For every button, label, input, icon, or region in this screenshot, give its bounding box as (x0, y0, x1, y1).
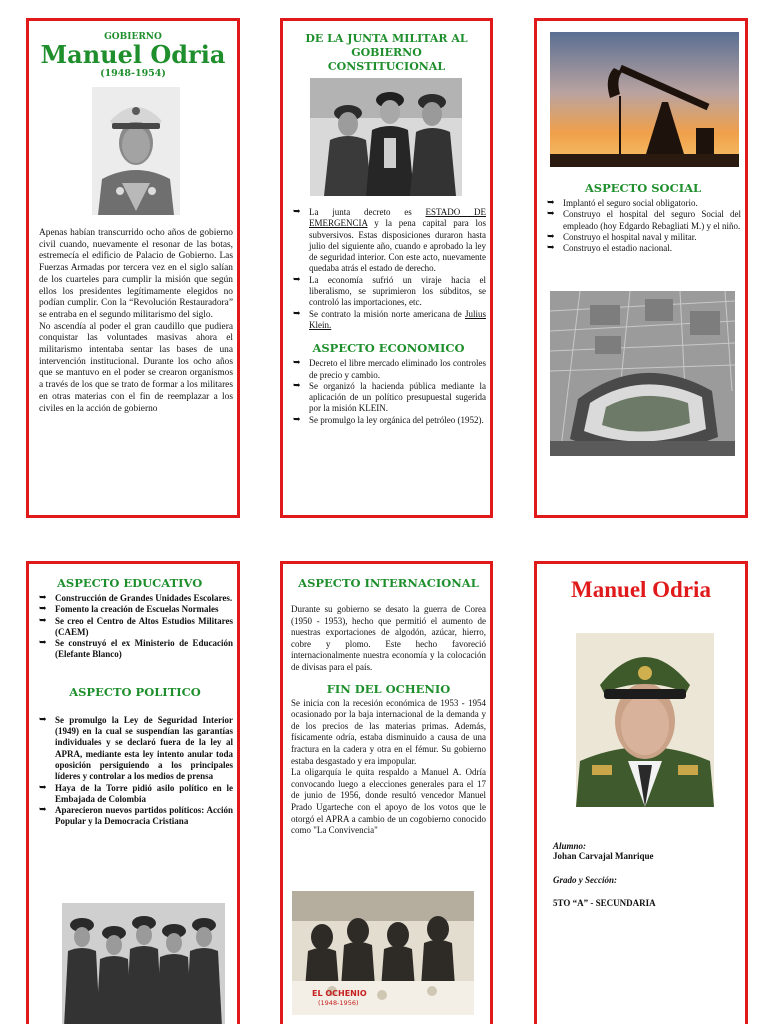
grade-label: Grado y Sección: (553, 875, 617, 885)
grade-value: 5TO “A” - SECUNDARIA (553, 898, 656, 908)
panel-cover (534, 561, 748, 1024)
list-item: ➥ La economía sufrió un viraje hacia el liberalismo, se suprimieron los súbditos, se controló las importaciones, etc. (291, 275, 486, 309)
student-label: Alumno: (553, 841, 587, 851)
panel-social (534, 18, 748, 518)
intro-paragraph-2: No ascendía al poder el gran caudillo que pudiera conquistar las voluntades masivas ahora el militarismo intentaba sentar las bases de una intervención institucional. Durante los ocho años que se mantuvo en el poder se crearon organismos a través de los que se trato de formar a los militares en otras materias con el fin de reemplazar a los civiles en la acción de gobierno (39, 321, 233, 414)
list-item: ➥ Decreto el libre mercado eliminado los controles de precio y cambio. (291, 358, 486, 381)
junta-military-photo (310, 78, 462, 196)
list-item: ➥ Haya de la Torre pidió asilo político en le Embajada de Colombia (37, 783, 233, 806)
panel-junta (280, 18, 493, 518)
odria-cover-portrait-photo (576, 633, 714, 807)
junta-list (291, 207, 486, 331)
list-item: ➥ Se creo el Centro de Altos Estudios Militares (CAEM) (37, 616, 233, 639)
odria-portrait-photo (92, 87, 180, 215)
photo-caption: EL OCHENIO (312, 989, 367, 998)
international-heading: ASPECTO INTERNACIONAL (298, 576, 479, 590)
list-item: ➥ Se organizó la hacienda pública mediante la aplicación de un político presupuestal sugerida por la misión KLEIN. (291, 381, 486, 415)
ochenio-paragraph-1: Se inicia con la recesión económica de 1953 - 1954 ocasionado por la baja internacional de la demanda y de los precios de las materias primas. Además, físicamente odría, estaba disminuido a causa de una fractura en la cadera y otra en el fémur. Su gobierno estaba desgastado y era impopular. (291, 697, 486, 766)
student-name: Johan Carvajal Manrique (553, 851, 654, 861)
list-item: ➥ Se construyó el ex Ministerio de Educación (Elefante Blanco) (37, 638, 233, 661)
list-item: ➥ Construcción de Grandes Unidades Escolares. (37, 593, 233, 604)
ochenio-paragraph-2: La oligarquía le quita respaldo a Manuel A. Odría convocando luego a elecciones generales para el 17 de junio de 1956, donde resultó vencedor Manuel Prado Ugarteche con el apoyo de los votos que le otorgó el APRA a cambio de un cogobierno conocido como "La Convivencia" (291, 767, 486, 836)
list-item: ➥ Construyo el hospital del seguro Social del empleado (hoy Edgardo Rebagliati M.) y el niño. (545, 209, 741, 232)
list-item: ➥ Se promulgo la ley orgánica del petróleo (1952). (291, 415, 486, 426)
oil-pump-photo (550, 32, 739, 167)
years: (1948-1954) (100, 68, 166, 79)
social-list (545, 198, 741, 254)
list-item: ➥ Aparecieron nuevos partidos políticos: Acción Popular y la Democracia Cristiana (37, 805, 233, 828)
panel-education-politics (26, 561, 240, 1024)
junta-title: DE LA JUNTA MILITAR AL GOBIERNO CONSTITUCIONAL (305, 32, 468, 73)
stadium-aerial-photo (550, 291, 735, 456)
social-heading: ASPECTO SOCIAL (584, 181, 702, 195)
military-officers-photo (62, 903, 225, 1024)
cover-title: Manuel Odria (571, 577, 711, 602)
intro-paragraph-1: Apenas habían transcurrido ocho años de gobierno civil cuando, nuevamente el resonar de las botas, estremecía el edificio de Palacio de Gobierno. Las Fuerzas Armadas por tercera vez en el siglo salían de los cuarteles para cumplir la misión que según ellos los presidentes legítimamente elegidos no podían cumplir. Con la “Revolución Restauradora” se entraba en el segundo militarismo del siglo. (39, 228, 233, 320)
list-item: ➥ Construyo el estadio nacional. (545, 243, 741, 254)
economic-list (291, 358, 486, 426)
international-text: Durante su gobierno se desato la guerra de Corea (1950 - 1953), hecho que permitió el aumento de nuestras exportaciones de algodón, azúcar, hierro, cobre y plomo. Este hecho favoreció internacionalmente nuestra economía y la colocación de divisas para el país. (291, 604, 486, 672)
kicker: GOBIERNO (104, 32, 162, 42)
list-item: ➥ Implantó el seguro social obligatorio. (545, 198, 741, 209)
list-item: ➥ Fomento la creación de Escuelas Normales (37, 604, 233, 615)
panel-international (280, 561, 493, 1024)
list-item: ➥ La junta decreto es ESTADO DE EMERGENCIA y la pena capital para los subversivos. Estas disposiciones duraron hasta julio del siguiente año, cuando e aprobado la ley de seguridad interior. Con este acto, nuevamente quedaba atrás el estado de derecho. (291, 207, 486, 275)
list-item: ➥ Se promulgo la Ley de Seguridad Interior (1949) en la cual se suspendían las garantías individuales y se declaró fuera de la ley al APRA, mediante esta ley intento anular toda oposición persiguiendo a los principales líderes y controlar a los medios de prensa (37, 715, 233, 783)
economic-heading: ASPECTO ECONOMICO (312, 341, 465, 356)
list-item: ➥ Construyo el hospital naval y militar. (545, 232, 741, 243)
panel-intro (26, 18, 240, 518)
education-list (37, 593, 233, 661)
politics-heading: ASPECTO POLITICO (69, 684, 201, 699)
education-heading: ASPECTO EDUCATIVO (57, 576, 203, 590)
ochenio-banquet-photo (292, 891, 474, 1015)
ochenio-heading: FIN DEL OCHENIO (326, 681, 451, 696)
page-title: Manuel Odria (40, 40, 226, 69)
list-item: ➥ Se contrato la misión norte americana de Julius Klein. (291, 309, 486, 332)
photo-caption-years: (1948-1956) (318, 999, 359, 1007)
politics-list (37, 715, 233, 828)
